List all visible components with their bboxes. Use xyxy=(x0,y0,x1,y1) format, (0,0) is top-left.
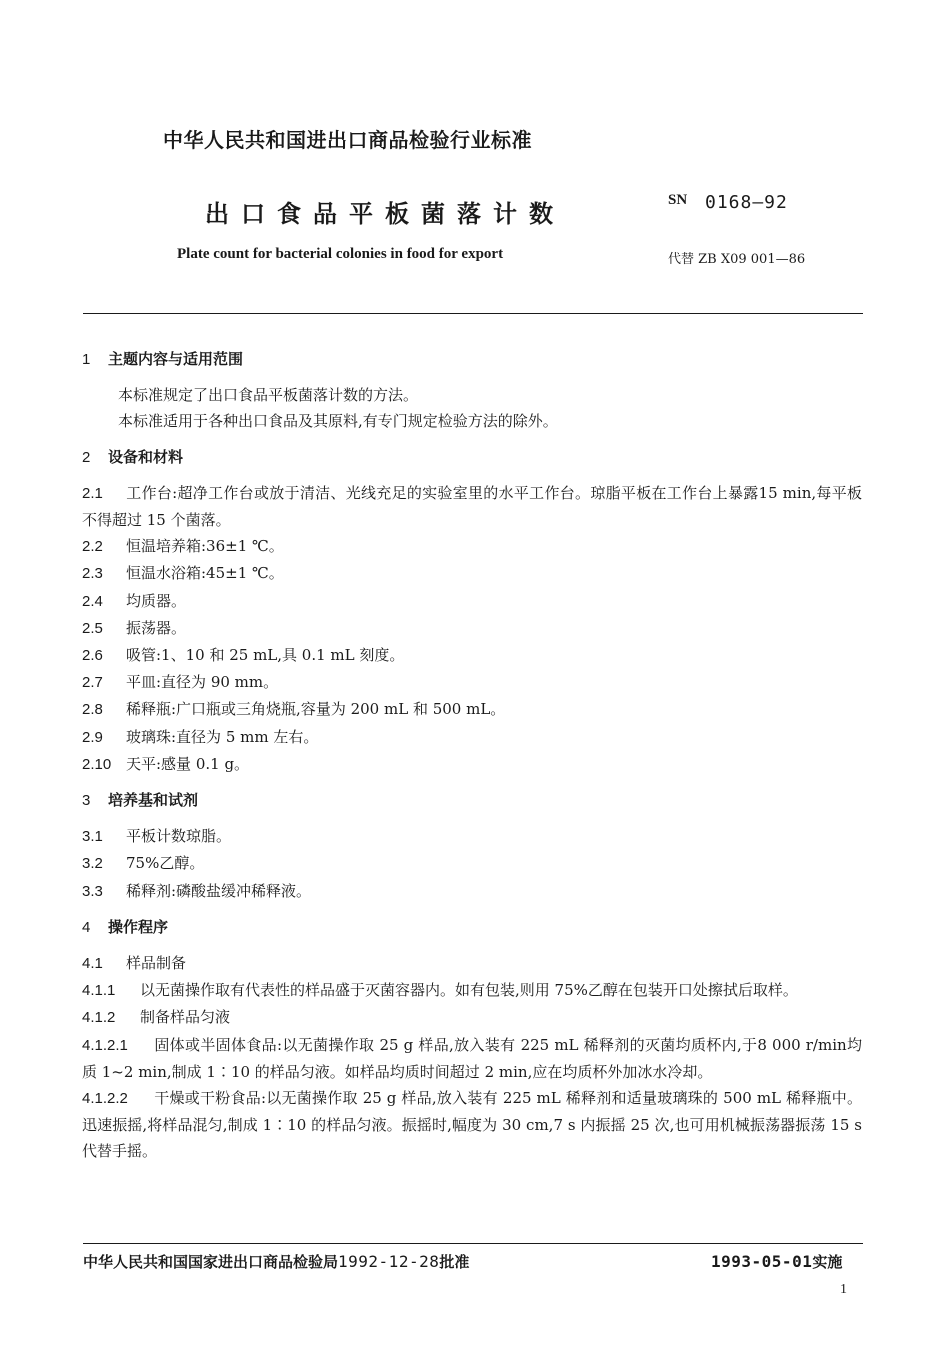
clause-item xyxy=(82,1004,862,1031)
clause-number: 3.1 xyxy=(82,828,103,846)
replaces-standard: 代替 ZB X09 001—86 xyxy=(668,252,806,267)
clause-number: 4.1.2 xyxy=(82,1009,116,1027)
section-number: 1 xyxy=(82,351,91,368)
clause-number: 2.4 xyxy=(82,592,103,610)
clause-text: 玻璃珠:直径为 5 mm 左右。 xyxy=(126,727,319,746)
clause-text: 天平:感量 0.1 g。 xyxy=(126,754,250,773)
clause-number: 2.1 xyxy=(82,484,103,502)
clause-item xyxy=(82,724,862,751)
clause-item xyxy=(82,669,862,696)
clause-item xyxy=(82,533,862,560)
clause-number: 2.7 xyxy=(82,674,103,692)
clause-number: 2.8 xyxy=(82,701,103,719)
clause-text: 平板计数琼脂。 xyxy=(126,827,232,846)
standard-code-label: SN xyxy=(668,192,688,208)
clause-number: 2.10 xyxy=(82,755,112,773)
footer-divider xyxy=(83,1243,863,1244)
paragraph: 本标准规定了出口食品平板菌落计数的方法。 xyxy=(118,386,419,405)
effective-suffix: 实施 xyxy=(812,1253,843,1271)
approval-line xyxy=(83,1251,469,1272)
clause-item xyxy=(82,977,862,1004)
clause-item xyxy=(82,878,862,905)
approving-authority: 中华人民共和国国家进出口商品检验局 xyxy=(83,1253,339,1271)
section-title: 操作程序 xyxy=(108,917,169,936)
clause-item xyxy=(82,823,862,850)
clause-number: 4.1.2.2 xyxy=(82,1090,128,1108)
standard-body-header: 中华人民共和国进出口商品检验行业标准 xyxy=(163,128,532,152)
clause-number: 2.9 xyxy=(82,728,103,746)
clause-number: 4.1 xyxy=(82,955,103,973)
clause-text: 工作台:超净工作台或放于清洁、光线充足的实验室里的水平工作台。琼脂平板在工作台上暴露15 min,每平板不得超过 15 个菌落。 xyxy=(82,483,862,530)
document-title-english: Plate count for bacterial colonies in food for export xyxy=(177,246,504,262)
section-title: 主题内容与适用范围 xyxy=(108,350,244,368)
clause-number: 3.3 xyxy=(82,882,103,900)
clause-number: 2.6 xyxy=(82,647,103,665)
section-title: 设备和材料 xyxy=(108,447,184,466)
paragraph: 本标准适用于各种出口食品及其原料,有专门规定检验方法的除外。 xyxy=(118,412,558,431)
clause-text: 样品制备 xyxy=(126,954,187,973)
clause-item xyxy=(82,751,862,778)
clause-text: 吸管:1、10 和 25 mL,具 0.1 mL 刻度。 xyxy=(126,646,405,665)
clause-item xyxy=(82,615,862,642)
clause-item xyxy=(82,950,862,977)
approval-suffix: 批准 xyxy=(439,1253,470,1271)
header-divider xyxy=(83,313,863,314)
clause-item xyxy=(82,588,862,615)
section-heading xyxy=(82,787,862,814)
clause-number: 2.3 xyxy=(82,565,103,583)
clause-text: 75%乙醇。 xyxy=(126,854,205,873)
clause-item xyxy=(82,1085,862,1165)
document-title: 出口食品平板菌落计数 xyxy=(205,200,565,228)
clause-text: 以无菌操作取有代表性的样品盛于灭菌容器内。如有包装,则用 75%乙醇在包装开口处擦拭后取样。 xyxy=(140,981,798,1000)
clause-number: 2.2 xyxy=(82,538,103,556)
clause-text: 均质器。 xyxy=(126,591,187,610)
clause-item xyxy=(82,850,862,877)
clause-number: 4.1.1 xyxy=(82,982,116,1000)
clause-text: 固体或半固体食品:以无菌操作取 25 g 样品,放入装有 225 mL 稀释剂的灭菌均质杯内,于8 000 r/min均质 1~2 min,制成 1∶10 的样品匀液。如样品均质时间超过 2 min,应在均质杯外加冰水冷却。 xyxy=(82,1035,862,1081)
clause-text: 恒温水浴箱:45±1 ℃。 xyxy=(126,564,284,583)
clause-text: 稀释剂:磷酸盐缓冲稀释液。 xyxy=(126,881,312,900)
section-number: 3 xyxy=(82,792,91,810)
section-title: 培养基和试剂 xyxy=(108,791,199,810)
clause-item xyxy=(82,642,862,669)
clause-text: 稀释瓶:广口瓶或三角烧瓶,容量为 200 mL 和 500 mL。 xyxy=(126,700,506,719)
clause-number: 3.2 xyxy=(82,855,103,873)
clause-text: 制备样品匀液 xyxy=(140,1008,231,1027)
standard-code-number: 0168—92 xyxy=(705,192,788,213)
clause-text: 振荡器。 xyxy=(126,618,187,637)
clause-text: 平皿:直径为 90 mm。 xyxy=(126,673,279,692)
clause-number: 2.5 xyxy=(82,619,103,637)
clause-text: 恒温培养箱:36±1 ℃。 xyxy=(126,537,284,556)
section-number: 4 xyxy=(82,918,91,936)
clause-item xyxy=(82,480,862,533)
clause-item xyxy=(82,696,862,723)
section-heading xyxy=(82,914,862,941)
clause-item xyxy=(82,560,862,587)
page-number: 1 xyxy=(840,1282,847,1297)
clause-text: 干燥或干粉食品:以无菌操作取 25 g 样品,放入装有 225 mL 稀释剂和适量玻璃珠的 500 mL 稀释瓶中。迅速振摇,将样品混匀,制成 1∶10 的样品匀液。振摇时,幅度为 30 cm,7 s 内振摇 25 次,也可用机械振荡器振荡 15 s 代替手摇。 xyxy=(82,1089,862,1161)
clause-number: 4.1.2.1 xyxy=(82,1036,128,1054)
section-heading xyxy=(82,444,862,471)
effective-line xyxy=(711,1251,842,1272)
document-body xyxy=(82,346,862,1165)
effective-date: 1993-05-01 xyxy=(711,1252,813,1271)
clause-item xyxy=(82,1032,862,1085)
approval-date: 1992-12-28 xyxy=(338,1252,440,1271)
section-heading xyxy=(82,346,862,373)
section-number: 2 xyxy=(82,448,91,466)
